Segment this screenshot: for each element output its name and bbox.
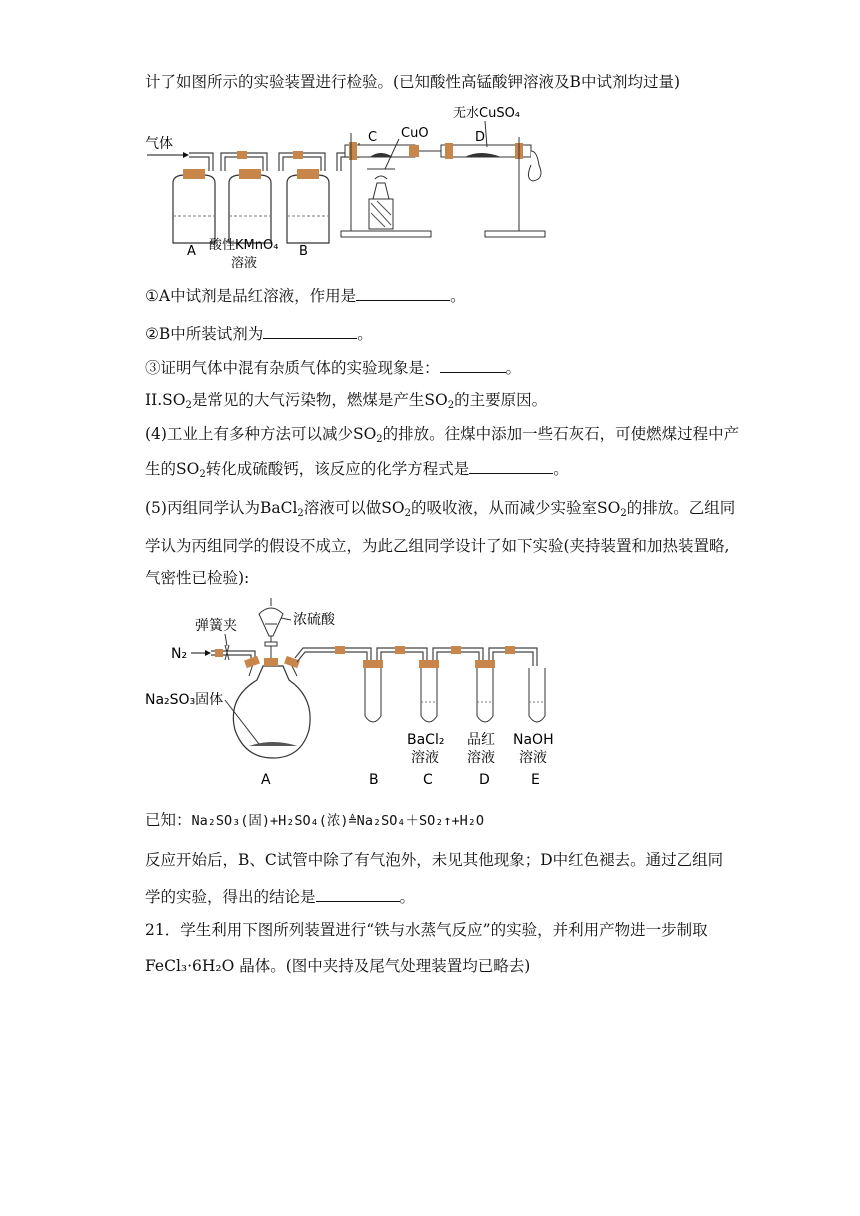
tube-b xyxy=(363,660,383,722)
known-label: 已知： xyxy=(145,811,192,829)
cuo-label: CuO xyxy=(401,126,429,141)
question-4-line-2: 生的$SO_2$转化成硫酸钙，该反应的化学方程式是 。 xyxy=(145,460,569,480)
result-line-2 xyxy=(145,886,415,907)
naoh-line1: NaOH xyxy=(513,732,554,748)
q4-blank[interactable] xyxy=(469,458,553,474)
acid-label: 浓硫酸 xyxy=(293,612,335,628)
label-d: D xyxy=(475,130,486,145)
bottle-kmno4 xyxy=(229,169,271,243)
q5-d: 的排放。乙组同 xyxy=(626,499,736,517)
pinhong-line2: 溶液 xyxy=(467,750,495,766)
bottle-b xyxy=(287,169,329,243)
fig1-label-a: A xyxy=(187,244,196,259)
gas-label: 气体 xyxy=(145,136,173,152)
q2-blank[interactable] xyxy=(263,323,357,339)
q3-blank[interactable] xyxy=(440,357,506,373)
intro-text: 计了如图所示的实验装置进行检验。(已知酸性高锰酸钾溶液及B中试剂均过量) xyxy=(145,73,680,91)
apparatus-figure-2 xyxy=(145,598,565,793)
fig2-label-b: B xyxy=(369,772,379,788)
question-2 xyxy=(145,323,373,344)
q5-b: 溶液可以做SO xyxy=(303,499,405,517)
question-21-line-2: FeCl₃·6H₂O 晶体。(图中夹持及尾气处理装置均已略去) xyxy=(145,957,531,975)
label-c: C xyxy=(368,130,378,145)
apparatus-figure-1 xyxy=(145,103,555,273)
question-21-line-1: 21．学生利用下图所列装置进行“铁与水蒸气反应”的实验，并利用产物进一步制取 xyxy=(145,921,708,939)
known-equation xyxy=(145,810,484,831)
q2-end: 。 xyxy=(357,325,373,343)
result-blank[interactable] xyxy=(316,886,400,902)
q1-text: ①A中试剂是品红溶液，作用是 xyxy=(145,287,357,305)
result-a: 学的实验，得出的结论是 xyxy=(145,888,316,906)
q4-a: (4)工业上有多种方法可以减少SO xyxy=(145,425,377,443)
q1-blank[interactable] xyxy=(356,285,450,301)
clip-label: 弹簧夹 xyxy=(195,618,237,634)
fig2-label-d: D xyxy=(479,772,490,788)
cuso4-label: 无水CuSO₄ xyxy=(453,106,521,121)
part2-c: 的主要原因。 xyxy=(454,391,548,409)
n2-label: N₂ xyxy=(171,646,188,662)
q5-a: (5)丙组同学认为BaCl xyxy=(145,499,298,517)
fig2-label-a: A xyxy=(261,772,271,788)
part2-a: II.SO xyxy=(145,391,186,409)
question-3 xyxy=(145,357,521,378)
q3-text: ③证明气体中混有杂质气体的实验现象是： xyxy=(145,359,440,377)
solid-label: Na₂SO₃固体 xyxy=(145,692,224,708)
q2-text: ②B中所装试剂为 xyxy=(145,325,264,343)
question-5-line-1: (5)丙组同学认为BaCl$_2$溶液可以做$SO_2$的吸收液，从而减少实验室$SO_2$的排放。乙组同 xyxy=(145,499,736,519)
question-4-line-1: (4)工业上有多种方法可以减少$SO_2$的排放。往煤中添加一些石灰石，可使燃煤过程中产 xyxy=(145,425,740,445)
q5-c: 的吸收液，从而减少实验室SO xyxy=(410,499,621,517)
part2-b: 是常见的大气污染物，燃煤是产生SO xyxy=(191,391,448,409)
fig2-label-e: E xyxy=(531,772,540,788)
q4-c: 生的SO xyxy=(145,460,200,478)
question-5-line-3: 气密性已检验): xyxy=(145,569,250,587)
result-end: 。 xyxy=(399,888,416,906)
equation: Na₂SO₃(固)+H₂SO₄(浓)≜Na₂SO₄＋SO₂↑+H₂O xyxy=(191,813,484,829)
q4-end: 。 xyxy=(553,460,569,478)
bacl2-line1: BaCl₂ xyxy=(407,732,445,748)
q4-d: 转化成硫酸钙，该反应的化学方程式是 xyxy=(205,460,470,478)
bacl2-line2: 溶液 xyxy=(411,750,439,766)
fig1-label-b: B xyxy=(299,244,308,259)
question-1 xyxy=(145,285,466,306)
fig2-label-c: C xyxy=(423,772,433,788)
part-2-intro: $II.SO_2$是常见的大气污染物，燃煤是产生$SO_2$的主要原因。 xyxy=(145,391,548,411)
bottle-a xyxy=(173,169,215,243)
tube-d xyxy=(475,660,495,722)
naoh-line2: 溶液 xyxy=(519,750,547,766)
question-5-line-2: 学认为丙组同学的假设不成立，为此乙组同学设计了如下实验(夹持装置和加热装置略, xyxy=(145,537,730,555)
tube-e xyxy=(529,668,545,722)
q1-end: 。 xyxy=(450,287,466,305)
tube-c xyxy=(419,660,439,722)
q4-b: 的排放。往煤中添加一些石灰石，可使燃煤过程中产 xyxy=(382,425,740,443)
pinhong-line1: 品红 xyxy=(467,732,495,748)
kmno4-label-line2: 溶液 xyxy=(231,256,258,271)
result-line-1: 反应开始后，B、C试管中除了有气泡外，未见其他现象；D中红色褪去。通过乙组同 xyxy=(145,851,724,869)
kmno4-label-line1: 酸性KMnO₄ xyxy=(209,238,279,253)
q3-end: 。 xyxy=(505,359,522,377)
